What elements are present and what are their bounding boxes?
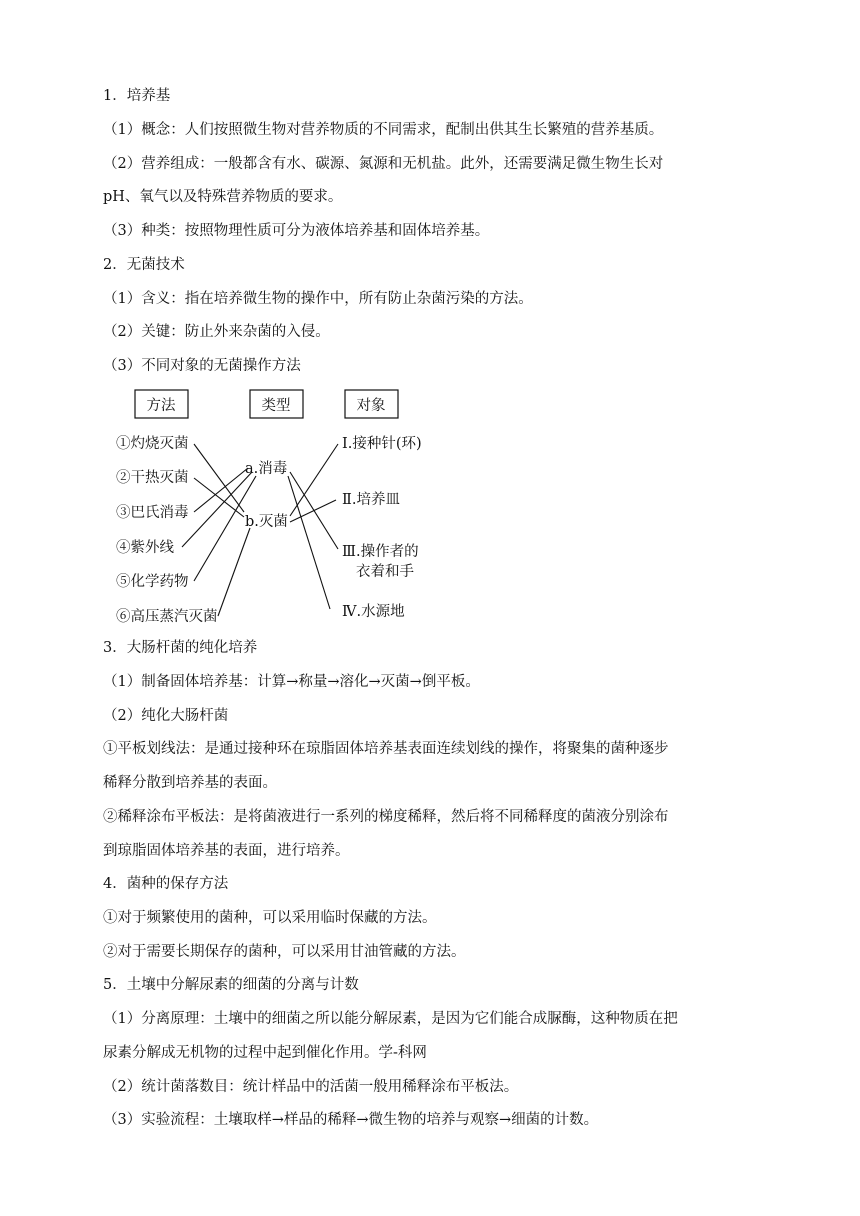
- paragraph: 到琼脂固体培养基的表面，进行培养。: [103, 843, 350, 859]
- paragraph: pH、氧气以及特殊营养物质的要求。: [103, 189, 343, 205]
- paragraph: （2）关键：防止外来杂菌的入侵。: [103, 324, 330, 340]
- paragraph: 尿素分解成无机物的过程中起到催化作用。学-科网: [103, 1045, 427, 1061]
- paragraph: （2）统计菌落数目：统计样品中的活菌一般用稀释涂布平板法。: [103, 1079, 519, 1095]
- header-method: 方法: [146, 398, 176, 414]
- section-4-heading: 4．菌种的保存方法: [103, 876, 229, 892]
- paragraph: ②稀释涂布平板法：是将菌液进行一系列的梯度稀释，然后将不同稀释度的菌液分别涂布: [103, 809, 669, 825]
- paragraph: ②对于需要长期保存的菌种，可以采用甘油管藏的方法。: [103, 944, 466, 960]
- header-object: 对象: [356, 398, 386, 414]
- paragraph: （2）营养组成：一般都含有水、碳源、氮源和无机盐。此外，还需要满足微生物生长对: [103, 156, 664, 172]
- object-item: Ⅰ.接种针(环): [342, 436, 422, 452]
- object-item: Ⅱ.培养皿: [342, 492, 400, 508]
- method-item: ①灼烧灭菌: [116, 436, 189, 452]
- object-item: 衣着和手: [356, 564, 414, 580]
- type-item: a.消毒: [245, 461, 288, 477]
- paragraph: （3）实验流程：土壤取样→样品的稀释→微生物的培养与观察→细菌的计数。: [103, 1112, 599, 1128]
- paragraph: 稀释分散到培养基的表面。: [103, 775, 277, 791]
- method-item: ③巴氏消毒: [116, 505, 189, 521]
- paragraph: （1）含义：指在培养微生物的操作中，所有防止杂菌污染的方法。: [103, 291, 533, 307]
- method-item: ⑤化学药物: [116, 574, 189, 590]
- paragraph: ①对于频繁使用的菌种，可以采用临时保藏的方法。: [103, 910, 437, 926]
- paragraph: （1）制备固体培养基：计算→称量→溶化→灭菌→倒平板。: [103, 674, 480, 690]
- object-item: Ⅲ.操作者的: [342, 544, 419, 560]
- paragraph: （2）纯化大肠杆菌: [103, 708, 229, 724]
- header-type: 类型: [261, 398, 291, 414]
- method-item: ⑥高压蒸汽灭菌: [116, 609, 218, 625]
- section-5-heading: 5．土壤中分解尿素的细菌的分离与计数: [103, 977, 359, 993]
- paragraph: （1）分离原理：土壤中的细菌之所以能分解尿素，是因为它们能合成脲酶，这种物质在把: [103, 1011, 678, 1027]
- paragraph: （3）种类：按照物理性质可分为液体培养基和固体培养基。: [103, 223, 490, 239]
- method-item: ④紫外线: [116, 540, 174, 556]
- section-1-heading: 1．培养基: [103, 88, 171, 104]
- section-3-heading: 3．大肠杆菌的纯化培养: [103, 640, 258, 656]
- paragraph: （1）概念：人们按照微生物对营养物质的不同需求，配制出供其生长繁殖的营养基质。: [103, 122, 664, 138]
- object-item: Ⅳ.水源地: [342, 604, 405, 620]
- type-item: b.灭菌: [245, 514, 288, 530]
- method-item: ②干热灭菌: [116, 470, 189, 486]
- paragraph: （3）不同对象的无菌操作方法: [103, 358, 301, 374]
- section-2-heading: 2．无菌技术: [103, 257, 185, 273]
- sterilization-matching-diagram: [110, 384, 430, 629]
- paragraph: ①平板划线法：是通过接种环在琼脂固体培养基表面连续划线的操作，将聚集的菌种逐步: [103, 741, 669, 757]
